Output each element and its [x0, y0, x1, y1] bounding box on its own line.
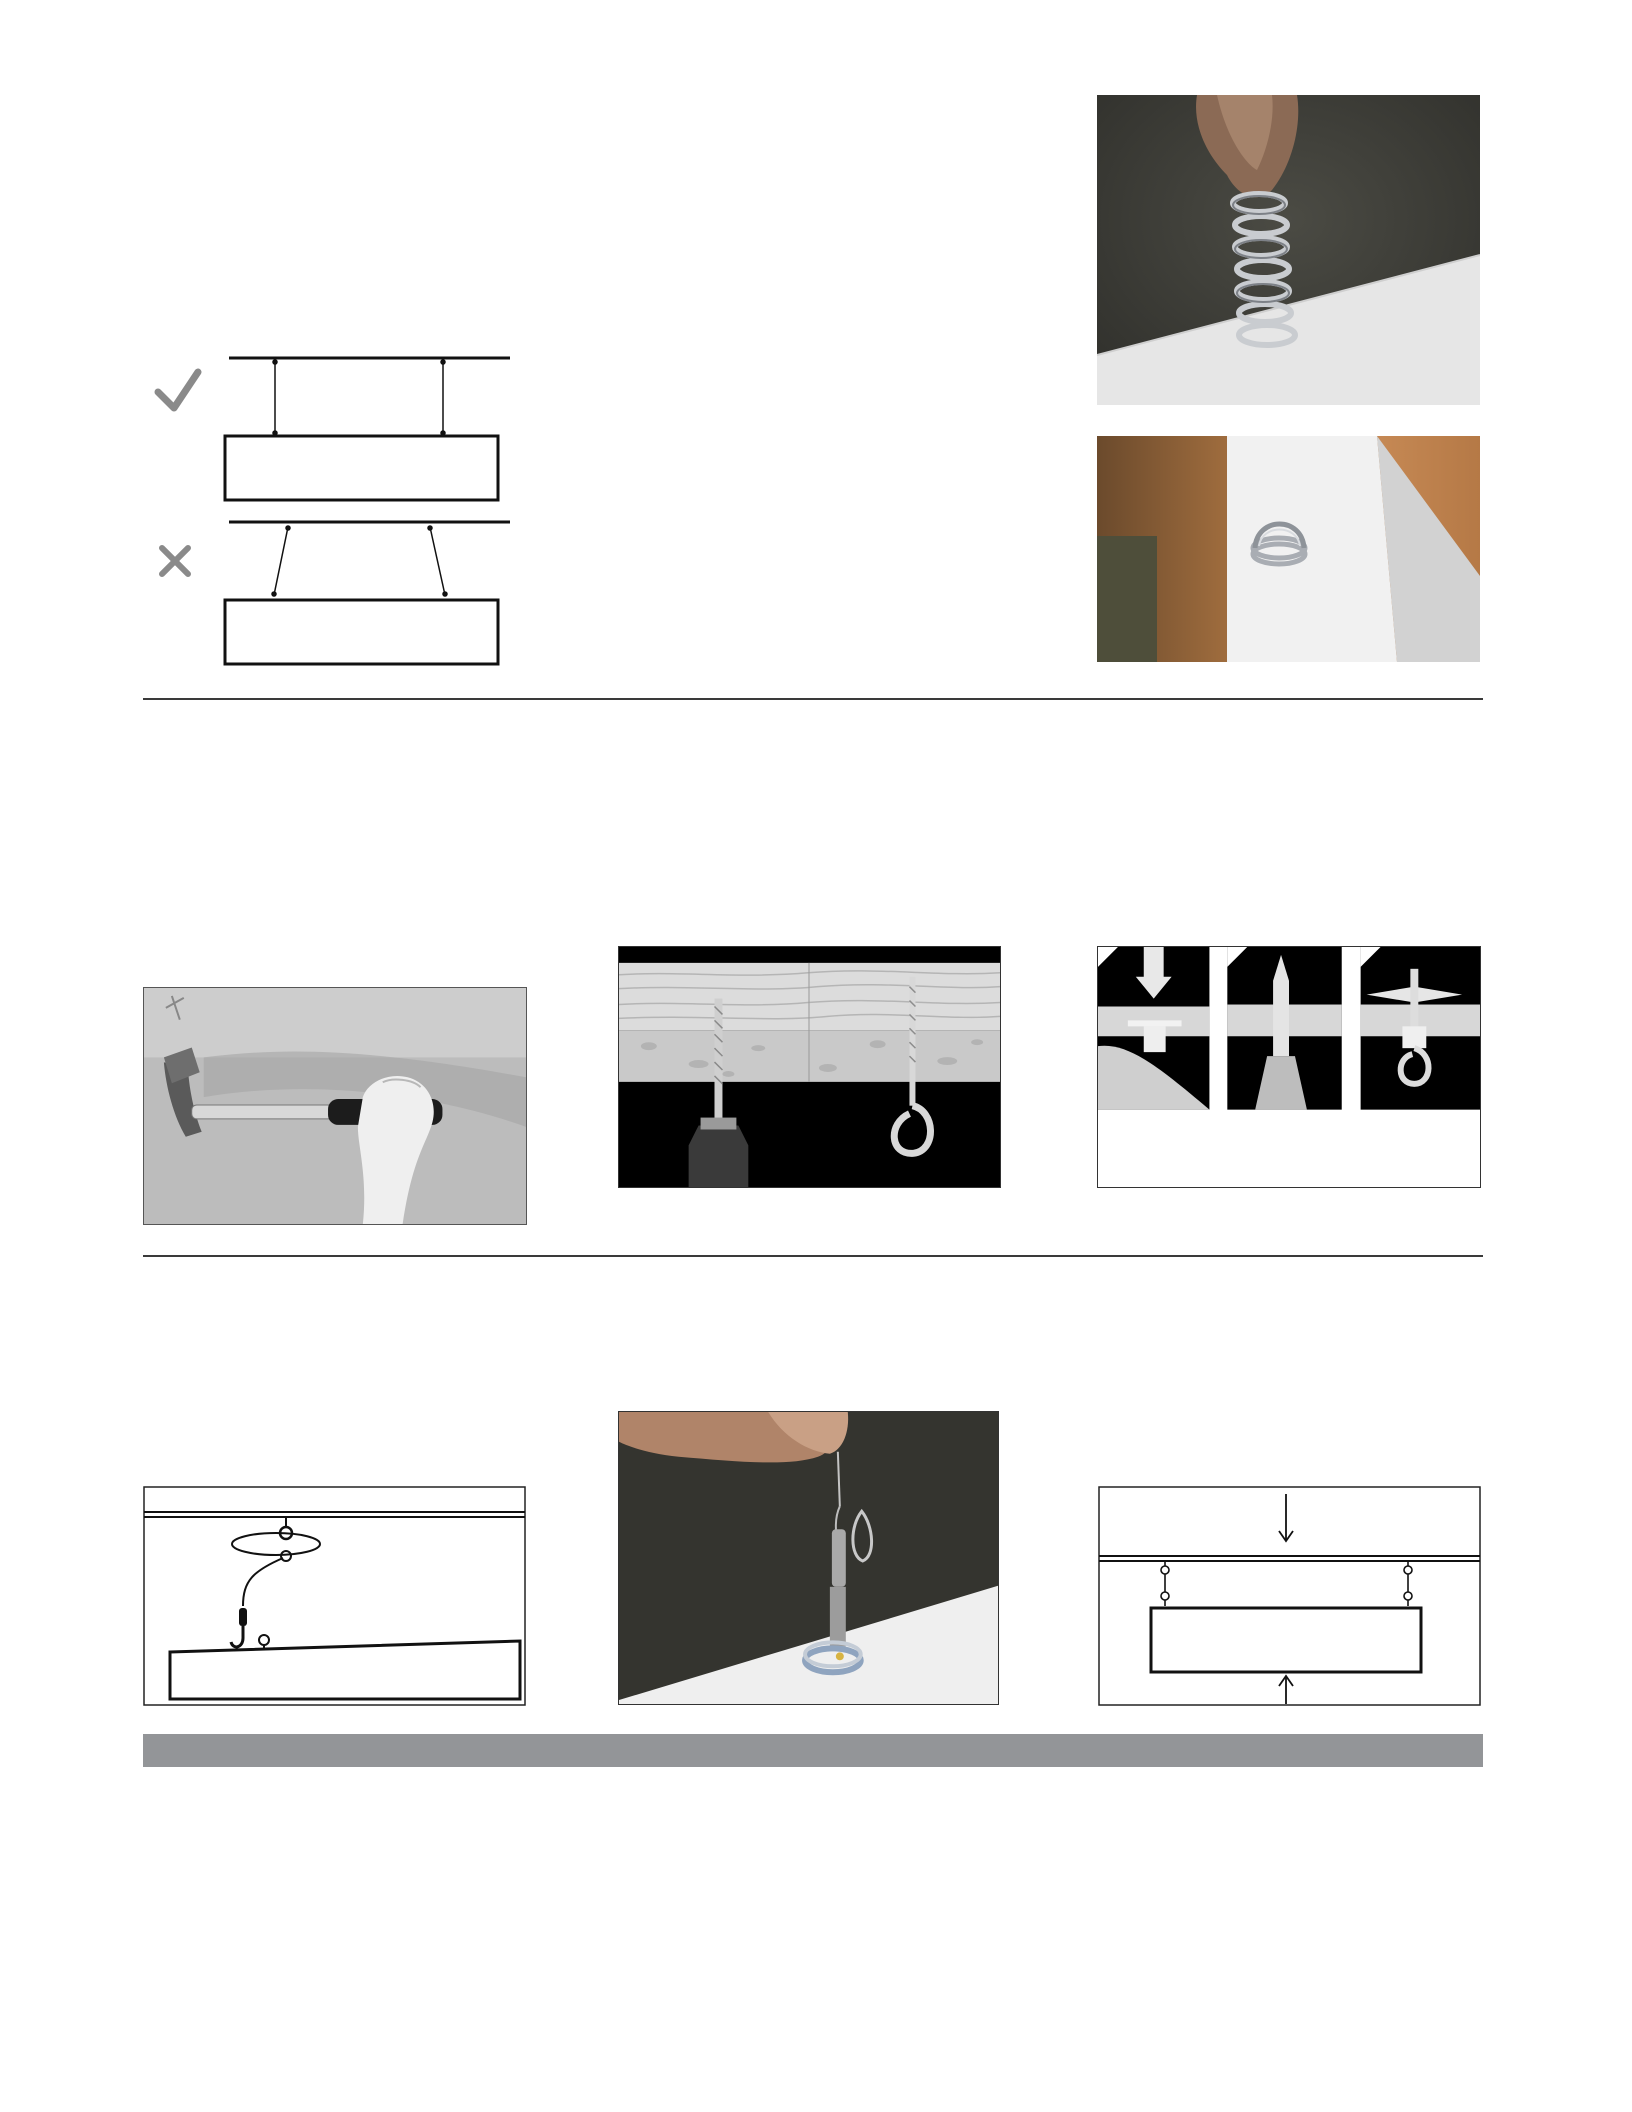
cross-icon	[162, 548, 188, 574]
hook-attachment-diagram	[143, 1486, 526, 1706]
angled-cables	[272, 526, 447, 596]
check-icon	[158, 372, 198, 408]
toggle-step-2	[1227, 947, 1341, 1110]
section-divider-1	[143, 698, 1483, 700]
sign-panel-correct	[225, 436, 498, 500]
footer-band	[143, 1734, 1483, 1767]
spring-ceiling-anchor-seated-photo	[1097, 436, 1480, 662]
mounting-diagram	[140, 350, 520, 680]
cable-gripper-photo	[618, 1411, 999, 1705]
section-divider-2	[143, 1255, 1483, 1257]
hammer-photo	[143, 987, 527, 1225]
toggle-step-3	[1361, 947, 1480, 1110]
spring-ceiling-anchor-insert-photo	[1097, 95, 1480, 405]
drill-and-eye-screw-illustration	[618, 946, 1001, 1188]
sign-panel-incorrect	[225, 600, 498, 664]
toggle-anchor-steps-illustration	[1097, 946, 1481, 1188]
sign-tension-diagram	[1098, 1486, 1481, 1706]
vertical-cables	[273, 360, 445, 435]
toggle-step-1	[1098, 947, 1209, 1110]
